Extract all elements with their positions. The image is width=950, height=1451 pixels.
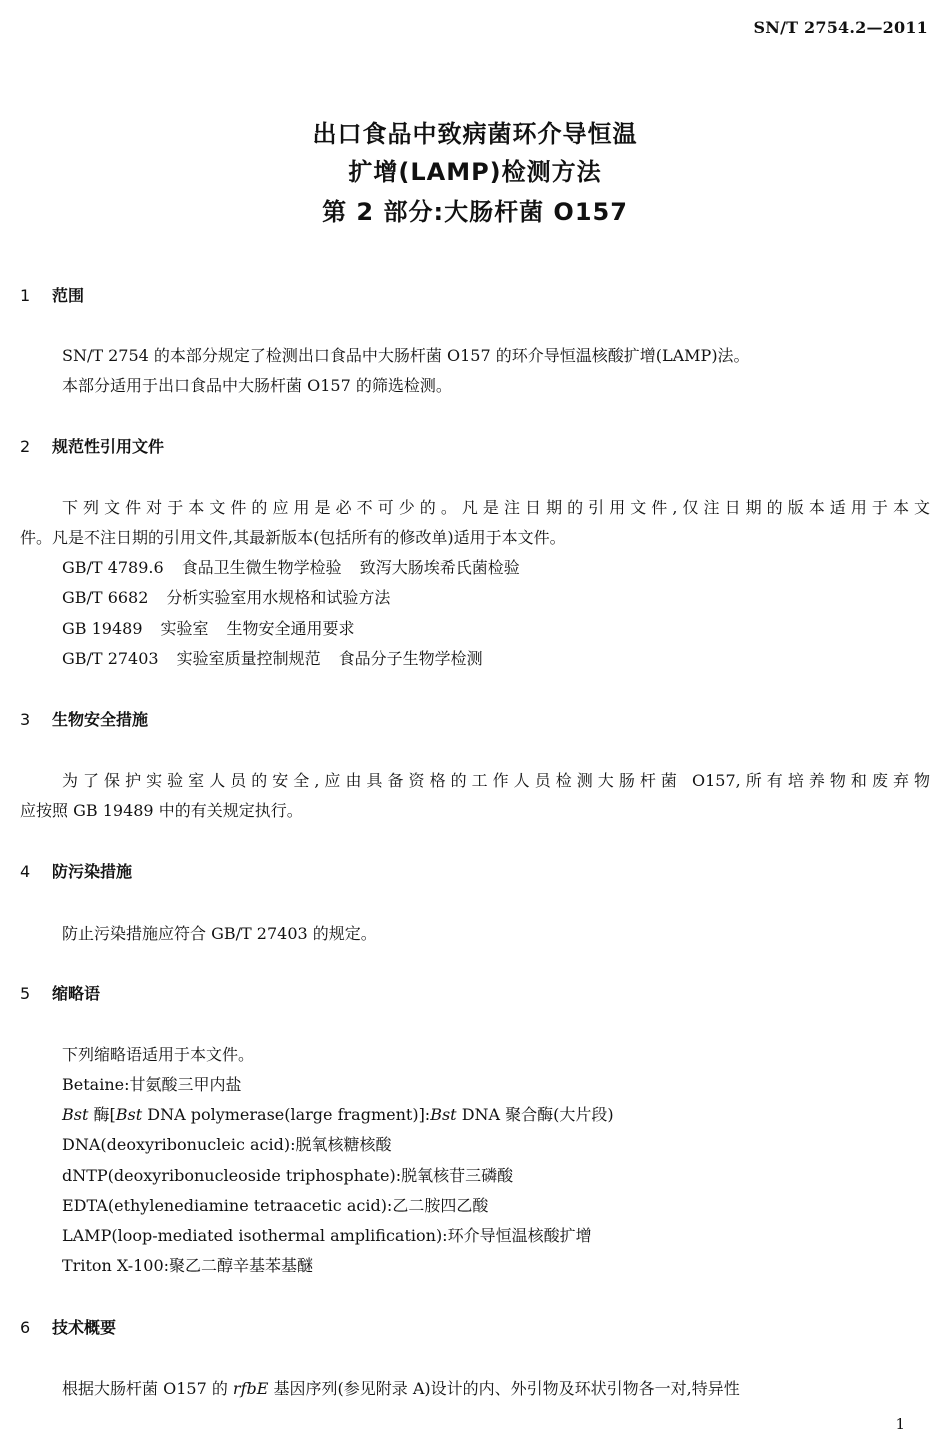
doc-title-line-3: 第 2 部分:大肠杆菌 O157 [322, 198, 628, 226]
reference-subtitle: 食品分子生物学检测 [338, 649, 483, 668]
reference-title: 实验室质量控制规范 [176, 649, 321, 668]
reference-title: 分析实验室用水规格和试验方法 [166, 588, 391, 607]
reference-item [62, 587, 390, 609]
section-title: 技术概要 [52, 1318, 117, 1337]
section-title: 规范性引用文件 [52, 437, 165, 456]
abbreviation-item-betaine: Betaine:甘氨酸三甲内盐 [62, 1075, 242, 1094]
reference-code: GB/T 4789.6 [62, 558, 164, 577]
abbreviation-item-edta: EDTA(ethylenediamine tetraacetic acid):乙二胺四乙酸 [62, 1196, 489, 1215]
abbreviation-item-dntp: dNTP(deoxyribonucleoside triphosphate):脱氧核苷三磷酸 [62, 1166, 514, 1185]
abbreviation-item-dna: DNA(deoxyribonucleic acid):脱氧核糖核酸 [62, 1135, 392, 1154]
section-2-heading [20, 437, 164, 457]
section-title: 生物安全措施 [52, 710, 149, 729]
reference-code: GB/T 6682 [62, 588, 149, 607]
gene-name: rfbE [232, 1379, 269, 1398]
abbreviations-intro: 下列缩略语适用于本文件。 [62, 1045, 255, 1064]
reference-title: 实验室 [160, 619, 209, 638]
technical-overview-paragraph: 根据大肠杆菌 O157 的 rfbE 基因序列(参见附录 A)设计的内、外引物及环状引物各一对,特异性 [62, 1379, 740, 1398]
section-5-heading [20, 984, 100, 1004]
references-paragraph-line-1: 下列文件对于本文件的应用是必不可少的。凡是注日期的引用文件,仅注日期的版本适用于本文 [62, 498, 930, 517]
abbreviation-item-triton: Triton X-100:聚乙二醇辛基苯基醚 [62, 1256, 314, 1275]
doc-title-line-2: 扩增(LAMP)检测方法 [348, 158, 602, 186]
contamination-paragraph: 防止污染措施应符合 GB/T 27403 的规定。 [62, 924, 377, 943]
abbreviation-item-lamp: LAMP(loop-mediated isothermal amplification):环介导恒温核酸扩增 [62, 1226, 592, 1245]
section-title: 防污染措施 [52, 862, 133, 881]
section-3-heading [20, 710, 148, 730]
reference-code: GB/T 27403 [62, 649, 159, 668]
section-number: 6 [20, 1318, 31, 1337]
reference-item [62, 618, 355, 640]
reference-item [62, 648, 483, 670]
section-title: 范围 [52, 286, 85, 305]
reference-item [62, 557, 520, 579]
doc-title-line-1: 出口食品中致病菌环介导恒温 [312, 120, 638, 148]
page-number: 1 [895, 1415, 905, 1433]
reference-title: 食品卫生微生物学检验 [181, 558, 342, 577]
scope-paragraph-1: SN/T 2754 的本部分规定了检测出口食品中大肠杆菌 O157 的环介导恒温核酸扩增(LAMP)法。 [62, 346, 750, 365]
section-4-heading [20, 862, 132, 882]
reference-code: GB 19489 [62, 619, 143, 638]
section-number: 3 [20, 710, 31, 729]
section-number: 1 [20, 286, 31, 305]
section-number: 4 [20, 862, 31, 881]
section-title: 缩略语 [52, 984, 101, 1003]
biosafety-paragraph-line-2: 应按照 GB 19489 中的有关规定执行。 [20, 801, 303, 820]
section-number: 5 [20, 984, 31, 1003]
section-6-heading [20, 1318, 116, 1338]
reference-subtitle: 生物安全通用要求 [226, 619, 355, 638]
abbreviation-item-bst: Bst 酶[Bst DNA polymerase(large fragment)]:Bst DNA 聚合酶(大片段) [62, 1105, 614, 1124]
references-paragraph-line-2: 件。凡是不注日期的引用文件,其最新版本(包括所有的修改单)适用于本文件。 [20, 528, 566, 547]
biosafety-paragraph-line-1: 为了保护实验室人员的安全,应由具备资格的工作人员检测大肠杆菌 O157,所有培养物和废弃物 [62, 771, 930, 790]
scope-paragraph-2: 本部分适用于出口食品中大肠杆菌 O157 的筛选检测。 [62, 376, 452, 395]
standard-code: SN/T 2754.2—2011 [753, 18, 928, 37]
section-1-heading [20, 286, 84, 306]
reference-subtitle: 致泻大肠埃希氏菌检验 [359, 558, 520, 577]
section-number: 2 [20, 437, 31, 456]
